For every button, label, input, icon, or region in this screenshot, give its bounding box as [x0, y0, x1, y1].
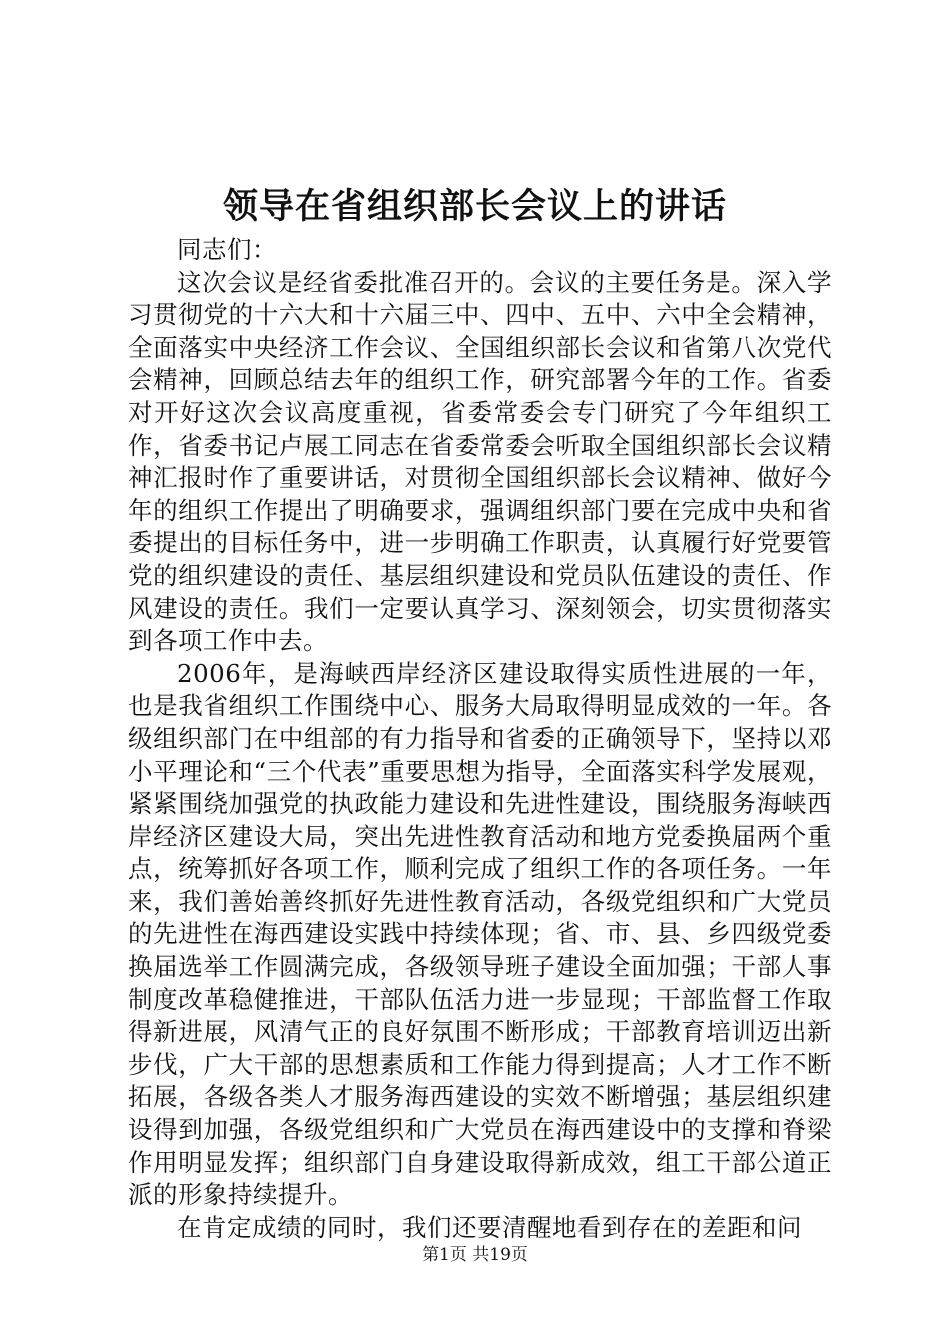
paragraph-3: 在肯定成绩的同时，我们还要清醒地看到存在的差距和问 [177, 1212, 802, 1242]
document-title: 领导在省组织部长会议上的讲话 [222, 186, 727, 227]
document-body [128, 234, 832, 1244]
paragraph-1: 这次会议是经省委批准召开的。会议的主要任务是。深入学习贯彻党的十六大和十六届三中、四中、五中、六中全会精神，全面落实中央经济工作会议、全国组织部长会议和省第八次党代会精神，回顾总结去年的组织工作，研究部署今年的工作。省委对开好这次会议高度重视，省委常委会专门研究了今年组织工作，省委书记卢展工同志在省委常委会听取全国组织部长会议精神汇报时作了重要讲话，对贯彻全国组织部长会议精神、做好今年的组织工作提出了明确要求，强调组织部门要在完成中央和省委提出的目标任务中，进一步明确工作职责，认真履行好党要管党的组织建设的责任、基层组织建设和党员队伍建设的责任、作风建设的责任。我们一定要认真学习、深刻领会，切实贯彻落实到各项工作中去。 [128, 267, 832, 656]
salutation: 同志们： [177, 235, 277, 264]
paragraph-2: 2006年，是海峡西岸经济区建设取得实质性进展的一年，也是我省组织工作围绕中心、服务大局取得明显成效的一年。各级组织部门在中组部的有力指导和省委的正确领导下，坚持以邓小平理论和“三个代表”重要思想为指导，全面落实科学发展观，紧紧围绕加强党的执政能力建设和先进性建设，围绕服务海峡西岸经济区建设大局，突出先进性教育活动和地方党委换届两个重点，统筹抓好各项工作，顺利完成了组织工作的各项任务。一年来，我们善始善终抓好先进性教育活动，各级党组织和广大党员的先进性在海西建设实践中持续体现；省、市、县、乡四级党委换届选举工作圆满完成，各级领导班子建设全面加强；干部人事制度改革稳健推进，干部队伍活力进一步显现；干部监督工作取得新进展，风清气正的良好氛围不断形成；干部教育培训迈出新步伐，广大干部的思想素质和工作能力得到提高；人才工作不断拓展，各级各类人才服务海西建设的实效不断增强；基层组织建设得到加强，各级党组织和广大党员在海西建设中的支撑和脊梁作用明显发挥；组织部门自身建设取得新成效，组工干部公道正派的形象持续提升。 [128, 658, 832, 1210]
page-footer: 第1页 共19页 [422, 1245, 528, 1265]
